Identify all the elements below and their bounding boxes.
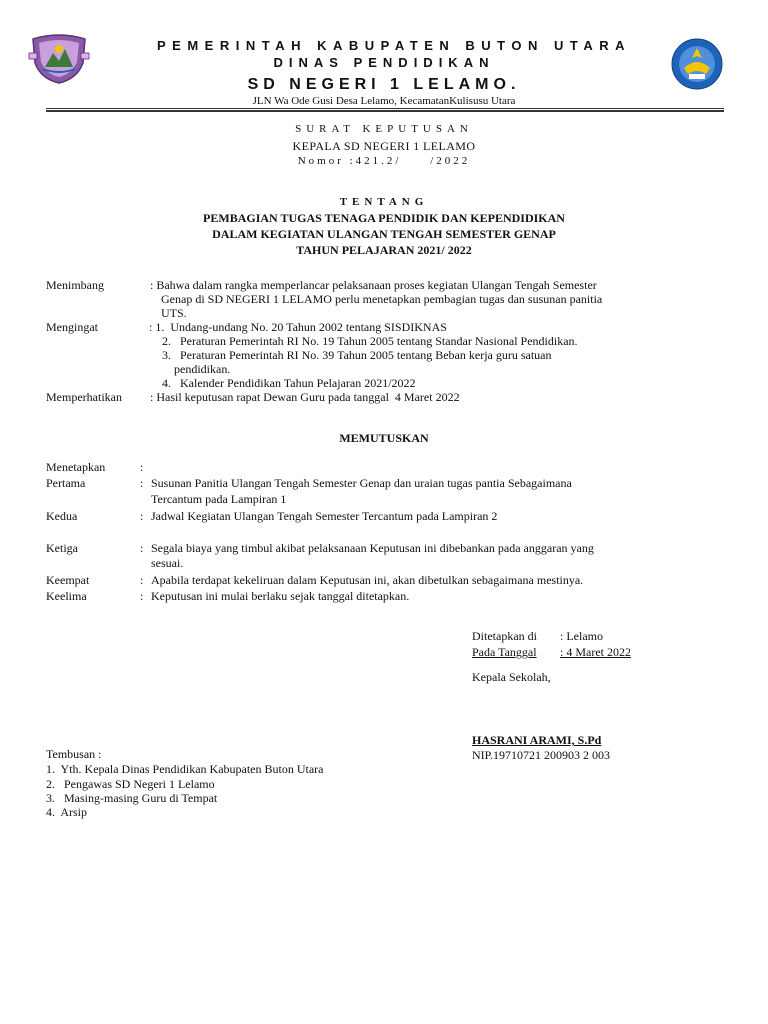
mengingat-label: Mengingat xyxy=(46,320,98,334)
menimbang-text: : Bahwa dalam rangka memperlancar pelaksanaan proses kegiatan Ulangan Tengah Semester xyxy=(150,278,597,292)
mengingat-item-3: 3. Peraturan Pemerintah RI No. 39 Tahun 2005 tentang Beban kerja guru satuan xyxy=(162,348,552,362)
decision-pertama-colon: : xyxy=(140,476,144,490)
decision-keempat-line1: Apabila terdapat kekeliruan dalam Keputusan ini, akan dibetulkan sebagaimana mestinya. xyxy=(151,573,584,587)
decision-ketiga-line1: Segala biaya yang timbul akibat pelaksanaan Keputusan ini dibebankan pada anggaran yang xyxy=(151,541,594,555)
mengingat-item-1: : 1. Undang-undang No. 20 Tahun 2002 tentang SISDIKNAS xyxy=(149,320,447,334)
subject-line-3: TAHUN PELAJARAN 2021/ 2022 xyxy=(296,243,472,257)
subject-line-2: DALAM KEGIATAN ULANGAN TENGAH SEMESTER GENAP xyxy=(212,227,556,241)
decision-pertama-label: Pertama xyxy=(46,476,86,490)
decision-ketiga-label: Ketiga xyxy=(46,541,78,555)
decision-kedua-line1: Jadwal Kegiatan Ulangan Tengah Semester Tercantum pada Lampiran 2 xyxy=(151,509,498,523)
mengingat-item-2: 2. Peraturan Pemerintah RI No. 19 Tahun 2005 tentang Standar Nasional Pendidikan. xyxy=(162,334,578,348)
decision-keempat-colon: : xyxy=(140,573,144,587)
signatory-nip: NIP.19710721 200903 2 003 xyxy=(472,748,611,762)
decision-pertama-line2: Tercantum pada Lampiran 1 xyxy=(151,492,287,506)
tembusan-item-3: 3. Masing-masing Guru di Tempat xyxy=(46,791,218,805)
decision-keempat-label: Keempat xyxy=(46,573,90,587)
header-divider xyxy=(46,108,724,109)
document-number: Nomor :421.2/ /2022 xyxy=(297,155,471,167)
about-heading: TENTANG xyxy=(339,196,429,208)
menimbang-label: Menimbang xyxy=(46,278,104,292)
decision-pertama-line1: Susunan Panitia Ulangan Tengah Semester Genap dan uraian tugas pantia Sebagaimana xyxy=(151,476,572,490)
header-government-name: PEMERINTAH KABUPATEN BUTON UTARA xyxy=(156,38,631,53)
ditetapkan-label: Ditetapkan di xyxy=(472,629,537,643)
menimbang-text-cont2: UTS. xyxy=(161,306,187,320)
header-divider-thick xyxy=(46,110,724,112)
decision-keelima-line1: Keputusan ini mulai berlaku sejak tanggal ditetapkan. xyxy=(151,589,410,603)
menetapkan-colon: : xyxy=(140,460,144,474)
tanggal-value: : 4 Maret 2022 xyxy=(560,645,631,659)
memperhatikan-label: Memperhatikan xyxy=(46,390,122,404)
subject-line-1: PEMBAGIAN TUGAS TENAGA PENDIDIK DAN KEPENDIDIKAN xyxy=(203,211,565,225)
menimbang-text-cont: Genap di SD NEGERI 1 LELAMO perlu menetapkan pembagian tugas dan susunan panitia xyxy=(161,292,603,306)
header-school-name: SD NEGERI 1 LELAMO. xyxy=(247,76,521,93)
mengingat-item-4: 4. Kalender Pendidikan Tahun Pelajaran 2021/2022 xyxy=(162,376,416,390)
issuer-title: KEPALA SD NEGERI 1 LELAMO xyxy=(292,139,476,153)
mengingat-item-3-cont: pendidikan. xyxy=(174,362,231,376)
document-type: SURAT KEPUTUSAN xyxy=(295,123,473,135)
memutuskan-heading: MEMUTUSKAN xyxy=(339,431,429,445)
tembusan-item-1: 1. Yth. Kepala Dinas Pendidikan Kabupaten Buton Utara xyxy=(46,762,324,776)
memperhatikan-text: : Hasil keputusan rapat Dewan Guru pada tanggal 4 Maret 2022 xyxy=(150,390,460,404)
decision-ketiga-line2: sesuai. xyxy=(151,556,184,570)
tembusan-item-2: 2. Pengawas SD Negeri 1 Lelamo xyxy=(46,777,215,791)
menetapkan-label: Menetapkan xyxy=(46,460,106,474)
decision-keelima-colon: : xyxy=(140,589,144,603)
header-address: JLN Wa Ode Gusi Desa Lelamo, KecamatanKulisusu Utara xyxy=(252,95,516,107)
decision-keelima-label: Keelima xyxy=(46,589,87,603)
decision-ketiga-colon: : xyxy=(140,541,144,555)
signatory-role: Kepala Sekolah, xyxy=(472,670,551,684)
tembusan-item-4: 4. Arsip xyxy=(46,805,88,819)
decision-kedua-label: Kedua xyxy=(46,509,78,523)
ditetapkan-value: : Lelamo xyxy=(560,629,603,643)
tembusan-label: Tembusan : xyxy=(46,747,102,761)
signatory-name: HASRANI ARAMI, S.Pd xyxy=(472,733,602,747)
tanggal-label: Pada Tanggal xyxy=(472,645,537,659)
header-department-name: DINAS PENDIDIKAN xyxy=(273,55,495,70)
decision-kedua-colon: : xyxy=(140,509,144,523)
